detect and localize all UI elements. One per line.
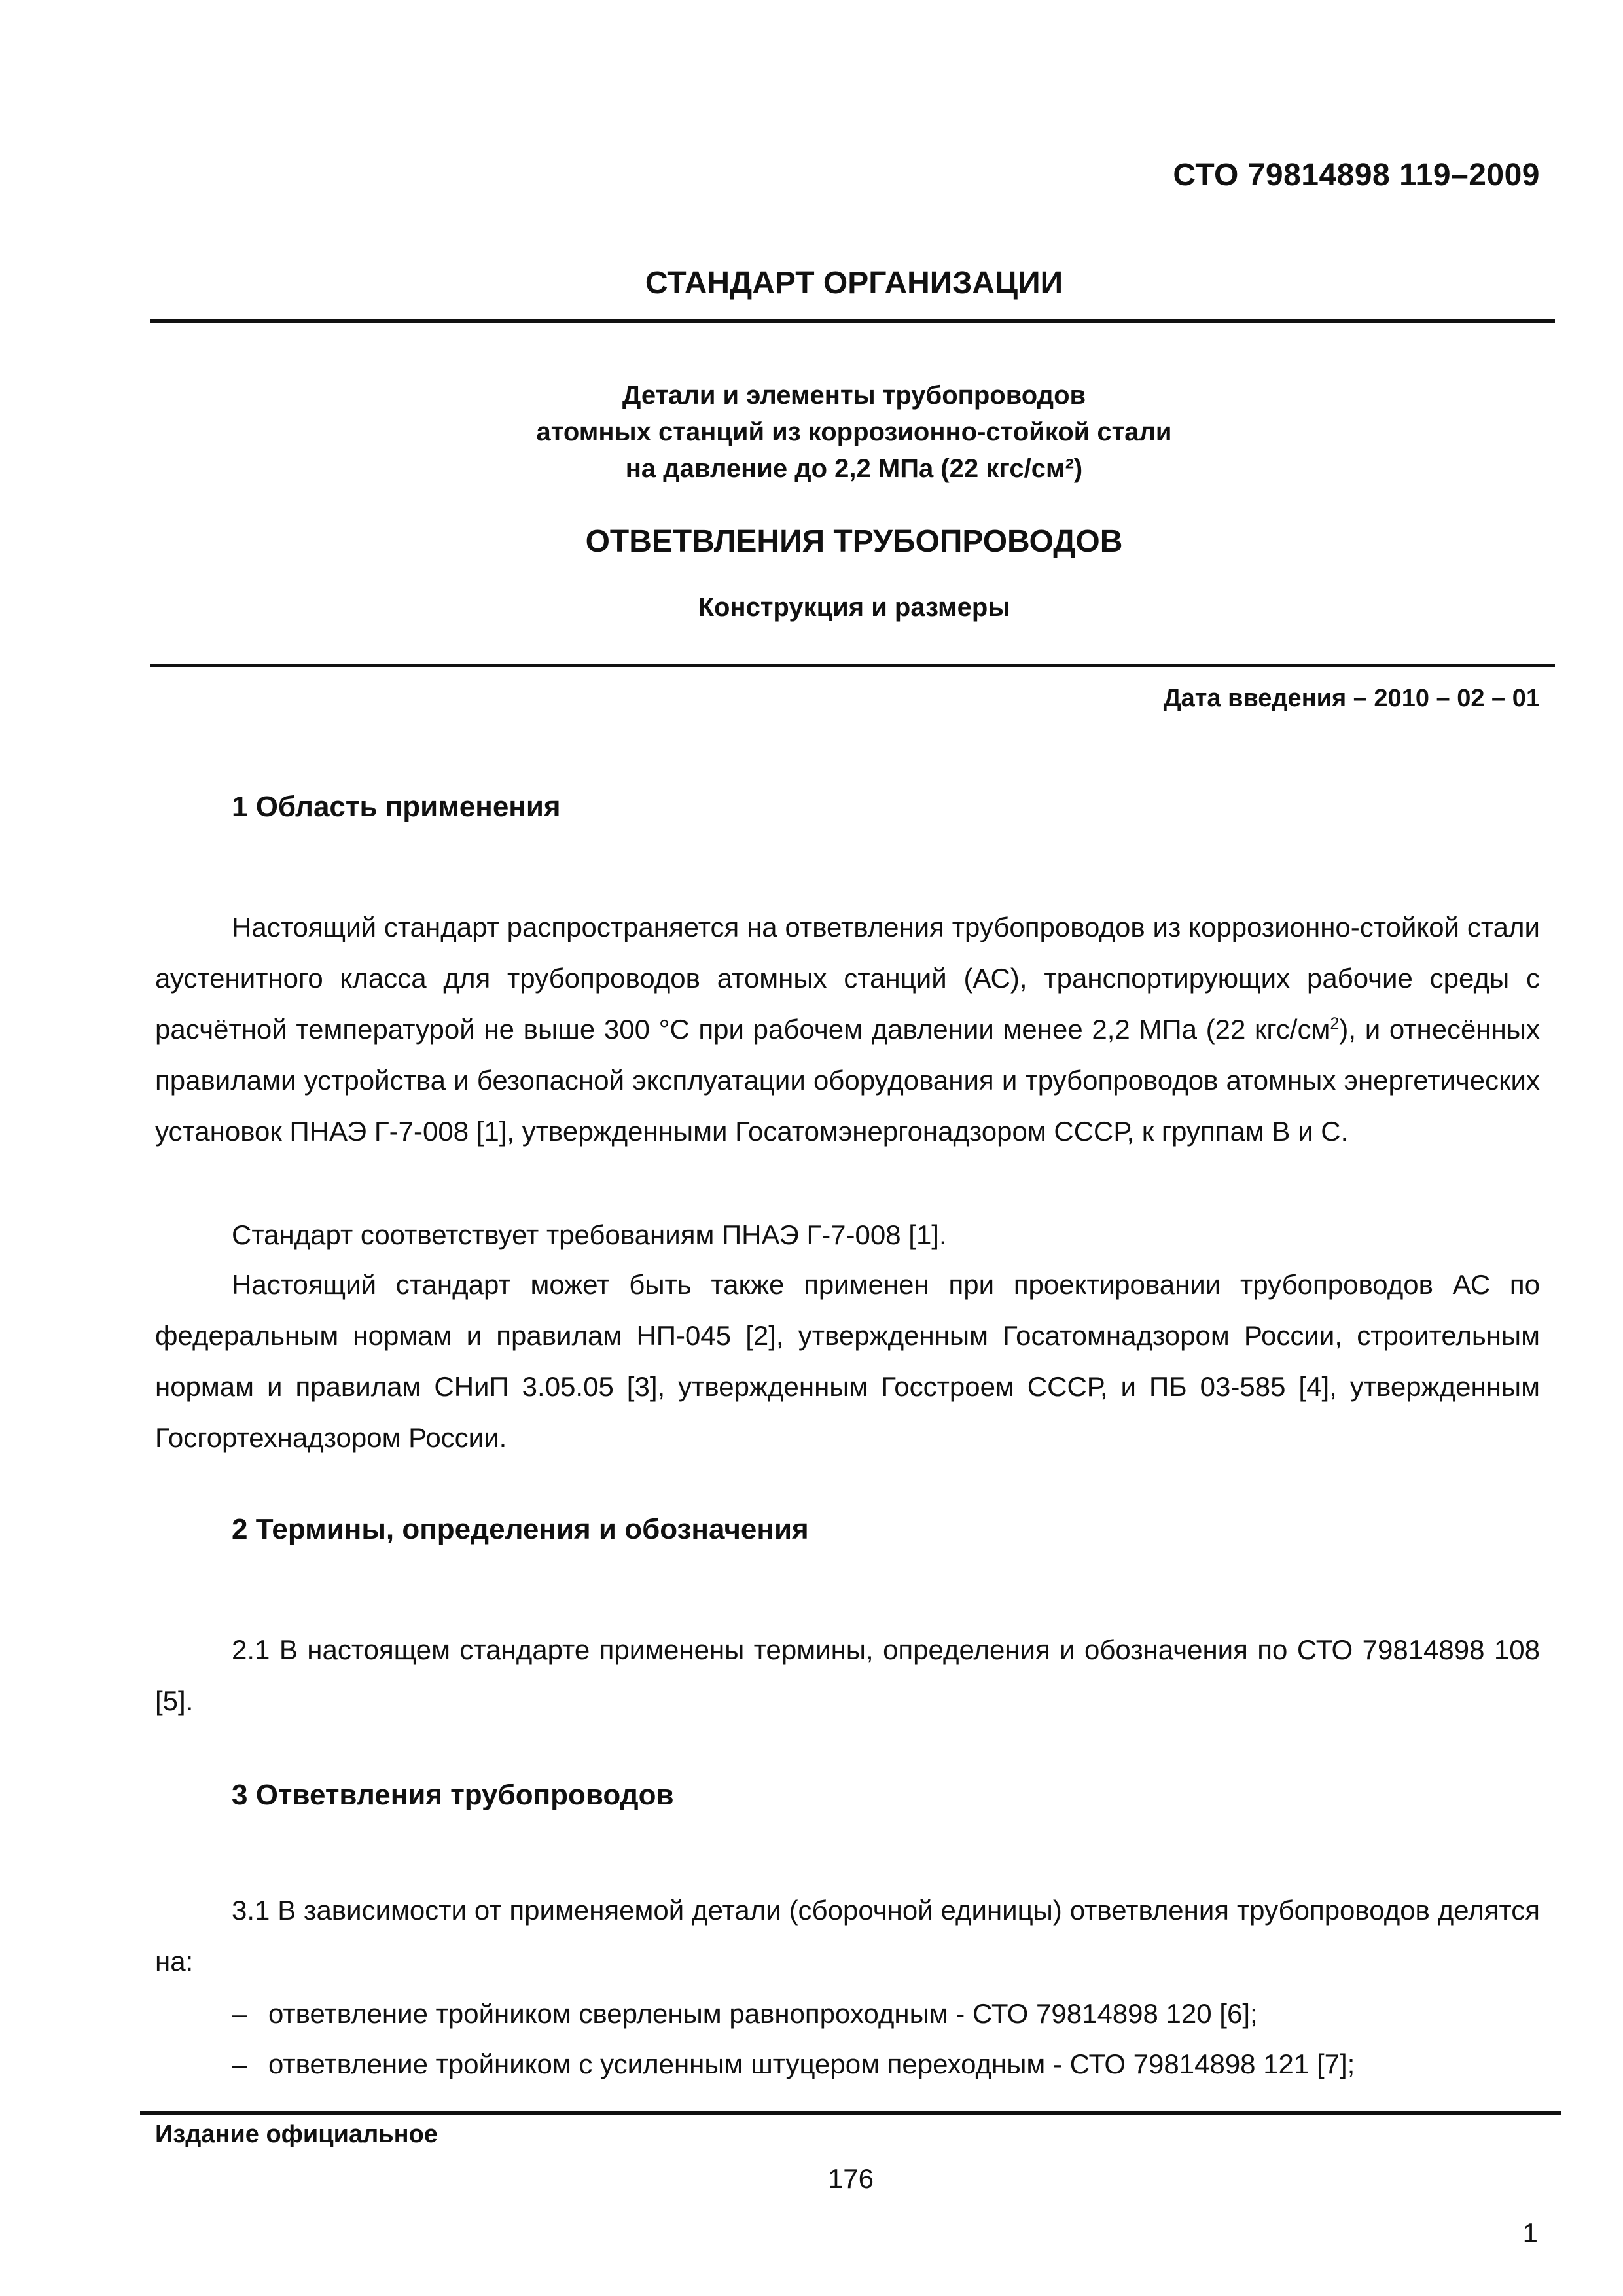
standard-type-heading: СТАНДАРТ ОРГАНИЗАЦИИ [645,266,1063,300]
collection-page-number: 176 [827,2163,874,2194]
section-1-paragraph-1-text-b: ), и отнесённых правилами устройства и безопасной эксплуатации оборудования и трубопроводов атомных энергетических установок ПНАЭ Г-7-008 [1], утвержденными Госатомэнергонадзором СССР, к группам В и С. [155,1014,1540,1147]
document-subject: Конструкция и размеры [698,593,1010,622]
footer-divider [140,2111,1561,2115]
section-3-paragraph-1 [155,1885,1540,1987]
document-main-title: ОТВЕТВЛЕНИЯ ТРУБОПРОВОДОВ [585,524,1123,559]
section-3-paragraph-1-text: 3.1 В зависимости от применяемой детали (сборочной единицы) ответвления трубопроводов делятся на: [155,1895,1540,1977]
superscript: 2 [1330,1014,1340,1033]
section-1-paragraph-1 [155,902,1540,1157]
top-divider [150,319,1555,323]
section-2-heading: 2 Термины, определения и обозначения [232,1513,809,1545]
introduction-date: Дата введения – 2010 – 02 – 01 [1163,685,1540,712]
subtitle-line-1: Детали и элементы трубопроводов [622,381,1086,410]
section-2-paragraph-1-text: 2.1 В настоящем стандарте применены термины, определения и обозначения по СТО 79814898 108 [5]. [155,1634,1540,1716]
edition-label: Издание официальное [155,2121,438,2148]
section-1-paragraph-2-text: Стандарт соответствует требованиям ПНАЭ Г-7-008 [1]. [232,1219,947,1250]
list-item [232,1988,1541,2039]
subtitle-line-3: на давление до 2,2 МПа (22 кгс/см²) [625,454,1083,483]
list-item-text: ответвление тройником сверленым равнопроходным - СТО 79814898 120 [6]; [268,1998,1258,2029]
section-1-paragraph-2 [155,1210,1540,1261]
section-3-heading: 3 Ответвления трубопроводов [232,1779,674,1811]
title-divider [150,664,1555,667]
section-1-heading: 1 Область применения [232,791,561,823]
section-2-paragraph-1 [155,1624,1540,1727]
document-code: СТО 79814898 119–2009 [1173,158,1540,192]
section-1-paragraph-3 [155,1259,1540,1463]
list-item [232,2039,1541,2090]
subtitle-line-2: атомных станций из коррозионно-стойкой стали [536,418,1172,446]
list-item-text: ответвление тройником с усиленным штуцером переходным - СТО 79814898 121 [7]; [268,2049,1355,2079]
page-number: 1 [1522,2217,1538,2248]
list-dash: – [232,2049,247,2079]
section-1-paragraph-1-text-a: Настоящий стандарт распространяется на ответвления трубопроводов из коррозионно-стойкой стали аустенитного класса для трубопроводов атомных станций (АС), транспортирующих рабочие среды с расчётной температурой не выше 300 °С при рабочем давлении менее 2,2 МПа (22 кгс/см [155,912,1540,1045]
list-dash: – [232,1998,247,2029]
section-1-paragraph-3-text: Настоящий стандарт может быть также применен при проектировании трубопроводов АС по федеральным нормам и правилам НП-045 [2], утвержденным Госатомнадзором России, строительным нормам и правилам СНиП 3.05.05 [3], утвержденным Госстроем СССР, и ПБ 03-585 [4], утвержденным Госгортехнадзором России. [155,1269,1540,1453]
